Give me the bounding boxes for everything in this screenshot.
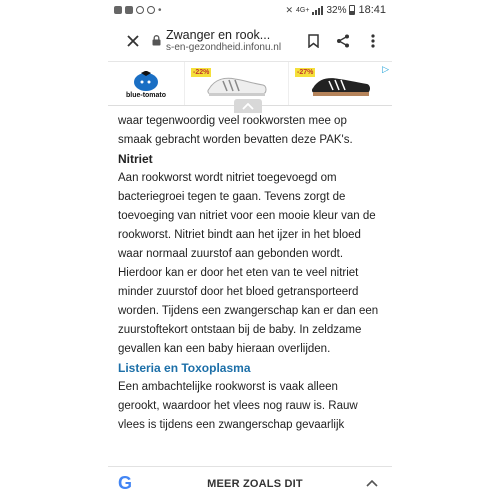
page-title: Zwanger en rook...: [166, 27, 271, 42]
url-text: [166, 28, 281, 54]
section-body-nitriet: Aan rookworst wordt nitriet toegevoegd om bacteriegroei tegen te gaan. Tevens zorgt de toevoeging van nitriet voor een mooie kleur van de rookworst. Nitriet bindt aan het ijzer in het bloed waar normaal zuurstof aan gebonden wordt. Hierdoor kan er door het eten van te veel nitriet minder zuurstof door het bloed getransporteerd worden. Tijdens een zwangerschap kan er dan een zuurstoftekort ontstaan bij de baby. In zeldzame gevallen kan een baby hieraan overlijden.: [118, 172, 379, 355]
sneaker-white-icon: [205, 69, 269, 99]
chevron-up-icon: [366, 480, 378, 487]
bookmark-icon: [308, 34, 319, 48]
phone-screen: [108, 0, 392, 500]
battery-percent: 32%: [326, 4, 347, 16]
bookmark-button[interactable]: [298, 26, 328, 56]
google-letter: G: [118, 473, 133, 493]
messenger-notification-icon: [136, 6, 144, 14]
discount-badge: -22%: [193, 69, 210, 76]
ad-choices-icon[interactable]: ▷: [382, 64, 389, 74]
system-icons: [285, 4, 386, 16]
status-bar: [108, 0, 392, 20]
share-button[interactable]: [328, 26, 358, 56]
ad-product-2[interactable]: [288, 62, 392, 105]
share-icon: [336, 34, 350, 48]
lock-icon: [152, 35, 161, 46]
google-logo-icon: [118, 473, 148, 494]
address-bar[interactable]: [148, 28, 298, 54]
article-content: [108, 106, 392, 435]
gallery-notification-icon: [114, 6, 122, 14]
ad-brand-logo[interactable]: [108, 62, 184, 105]
section-heading-nitriet: Nitriet: [118, 152, 153, 166]
expand-button[interactable]: [362, 480, 382, 487]
signal-icon: [312, 6, 323, 15]
clock: 18:41: [358, 4, 386, 16]
more-vert-icon: [371, 34, 375, 48]
notification-icons: [114, 5, 162, 16]
ad-collapse-button[interactable]: [234, 99, 262, 113]
more-notifications-icon: •: [158, 4, 162, 16]
tomato-logo-icon: [133, 69, 159, 91]
section-heading-listeria[interactable]: Listeria en Toxoplasma: [118, 361, 251, 375]
mail-notification-icon: [125, 6, 133, 14]
url-host: s-en-gezondheid.infonu.nl: [166, 41, 282, 53]
discount-badge: -27%: [297, 69, 314, 76]
close-tab-button[interactable]: [118, 26, 148, 56]
more-like-this-bar[interactable]: [108, 466, 392, 500]
article-intro: waar tegenwoordig veel rookworsten mee op smaak gebracht worden bevatten deze PAK's.: [118, 115, 353, 146]
ad-brand-name: blue-tomato: [125, 91, 167, 99]
overflow-menu-button[interactable]: [358, 26, 388, 56]
sneaker-black-icon: [309, 69, 373, 99]
chevron-up-icon: [242, 103, 254, 110]
section-body-listeria: Een ambachtelijke rookworst is vaak alleen gerookt, waardoor het vlees nog rauw is. Rauw vlees is tijdens een zwangerschap gevaarlijk: [118, 381, 358, 431]
mute-icon: ✕: [285, 4, 294, 15]
close-icon: [127, 35, 139, 47]
browser-toolbar: [108, 20, 392, 62]
ad-banner[interactable]: [108, 62, 392, 106]
whatsapp-notification-icon: [147, 6, 155, 14]
network-type-label: 4G+: [296, 6, 310, 14]
more-like-this-label[interactable]: MEER ZOALS DIT: [207, 477, 303, 490]
battery-icon: [349, 5, 355, 15]
